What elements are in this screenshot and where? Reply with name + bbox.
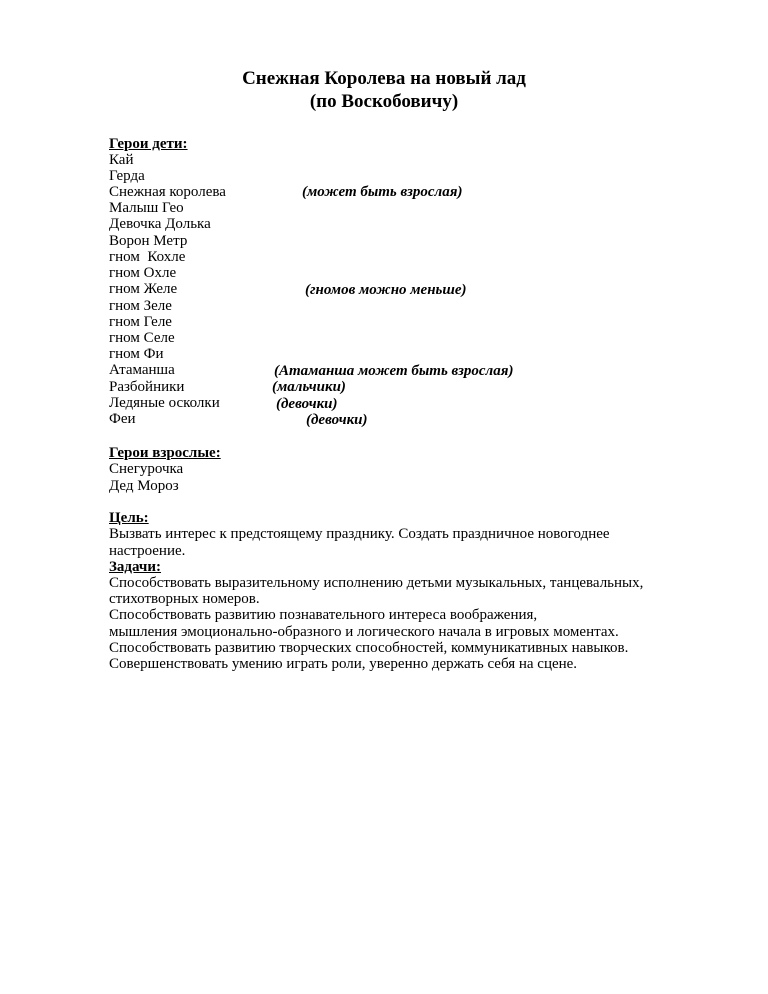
character-item: Малыш Гео — [109, 200, 184, 216]
character-item: Ворон Метр — [109, 233, 188, 249]
character-note: (может быть взрослая) — [302, 184, 463, 200]
tasks-heading: Задачи: — [109, 559, 162, 575]
character-item: гном Фи — [109, 346, 164, 362]
character-note: (мальчики) — [272, 379, 346, 395]
character-item: гном Геле — [109, 314, 172, 330]
goal-text-line: Вызвать интерес к предстоящему празднику. Создать праздничное новогоднее — [109, 526, 610, 542]
adults-heading: Герои взрослые: — [109, 445, 221, 461]
character-item: Атаманша — [109, 362, 175, 378]
character-item: Девочка Долька — [109, 216, 211, 232]
task-text-line: Способствовать развитию познавательного интереса воображения, — [109, 607, 538, 623]
task-text-line: стихотворных номеров. — [109, 591, 260, 607]
character-item: Снежная королева — [109, 184, 226, 200]
children-heading: Герои дети: — [109, 136, 188, 152]
character-item: Кай — [109, 152, 134, 168]
task-text-line: Способствовать развитию творческих способностей, коммуникативных навыков. — [109, 640, 629, 656]
task-text-line: Способствовать выразительному исполнению детьми музыкальных, танцевальных, — [109, 575, 644, 591]
character-item: Герда — [109, 168, 145, 184]
character-item: Разбойники — [109, 379, 185, 395]
task-text-line: Совершенствовать умению играть роли, уверенно держать себя на сцене. — [109, 656, 578, 672]
goal-heading: Цель: — [109, 510, 149, 526]
character-item: гном Селе — [109, 330, 175, 346]
character-item: гном Желе — [109, 281, 178, 297]
task-text-line: мышления эмоционально-образного и логического начала в игровых моментах. — [109, 624, 619, 640]
character-item: гном Зеле — [109, 298, 172, 314]
character-item: Феи — [109, 411, 136, 427]
page-title: Снежная Королева на новый лад — [242, 68, 526, 89]
character-note: (гномов можно меньше) — [305, 282, 467, 298]
character-note: (Атаманша может быть взрослая) — [274, 363, 514, 379]
character-item: Снегурочка — [109, 461, 184, 477]
character-note: (девочки) — [306, 412, 368, 428]
page-subtitle: (по Воскобовичу) — [309, 91, 459, 112]
goal-text-line: настроение. — [109, 543, 186, 559]
character-item: гном Кохле — [109, 249, 186, 265]
character-item: гном Охле — [109, 265, 177, 281]
character-item: Ледяные осколки — [109, 395, 220, 411]
character-note: (девочки) — [276, 396, 338, 412]
character-item: Дед Мороз — [109, 478, 179, 494]
